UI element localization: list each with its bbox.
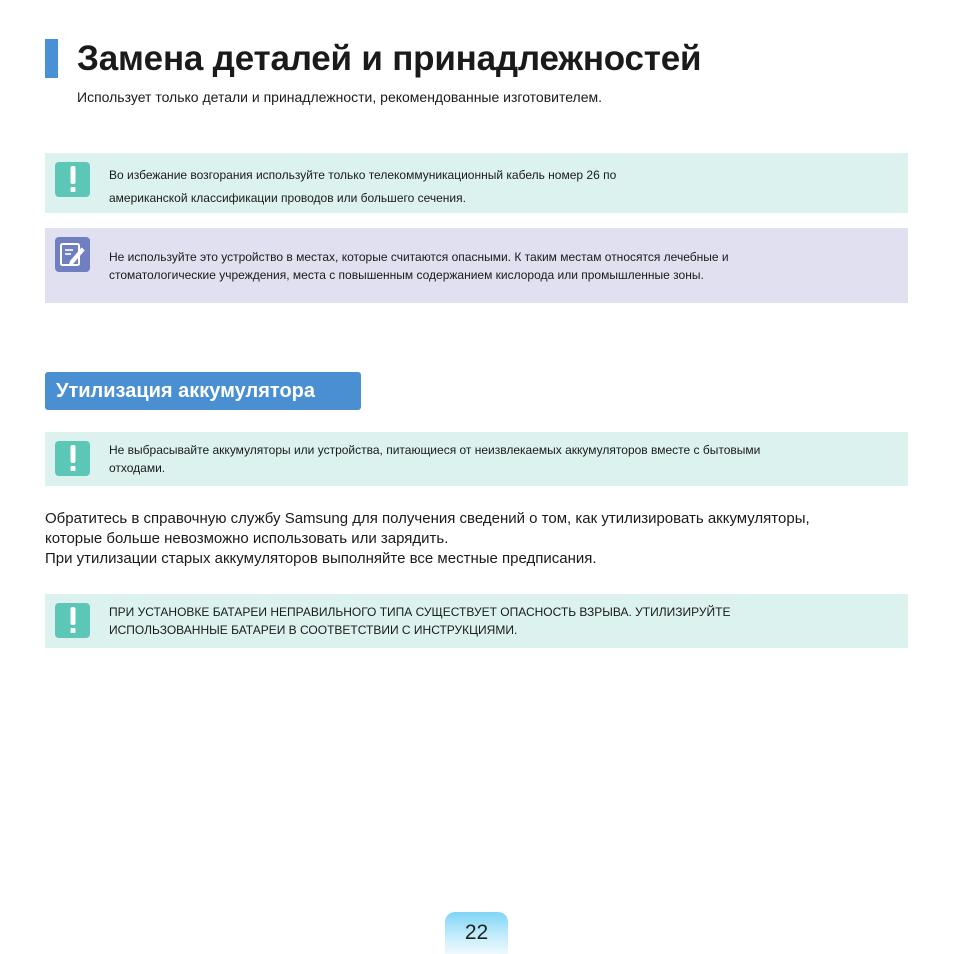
section-heading-battery-disposal: Утилизация аккумулятора (45, 372, 361, 410)
page-number: 22 (445, 912, 508, 954)
notice-text (109, 603, 888, 639)
notice-line: Не выбрасывайте аккумуляторы или устройства, питающиеся от неизвлекаемых аккумуляторов вместе с бытовыми (109, 443, 761, 457)
notice-line: ПРИ УСТАНОВКЕ БАТАРЕИ НЕПРАВИЛЬНОГО ТИПА СУЩЕСТВУЕТ ОПАСНОСТЬ ВЗРЫВА. УТИЛИЗИРУЙТЕ (109, 605, 731, 619)
battery-disposal-paragraph (45, 509, 915, 569)
notice-line: стоматологические учреждения, места с повышенным содержанием кислорода или промышленные зоны. (109, 268, 704, 282)
paragraph-line: которые больше невозможно использовать или зарядить. (45, 530, 449, 547)
note-notice-hazardous-locations (45, 228, 908, 303)
page-title: Замена деталей и принадлежностей (77, 39, 702, 78)
note-pencil-icon (55, 237, 90, 272)
paragraph-line: Обратитесь в справочную службу Samsung для получения сведений о том, как утилизировать аккумуляторы, (45, 510, 810, 527)
notice-line: Не используйте это устройство в местах, которые считаются опасными. К таким местам относятся лечебные и (109, 250, 729, 264)
caution-notice-battery-waste (45, 432, 908, 486)
exclamation-icon (55, 441, 90, 476)
exclamation-icon (55, 162, 90, 197)
notice-text (109, 441, 888, 477)
notice-line: ИСПОЛЬЗОВАННЫЕ БАТАРЕИ В СООТВЕТСТВИИ С ИНСТРУКЦИЯМИ. (109, 623, 518, 637)
notice-text (109, 164, 888, 210)
notice-line: американской классификации проводов или большего сечения. (109, 191, 466, 205)
notice-text (109, 248, 888, 284)
page-subtitle: Использует только детали и принадлежности, рекомендованные изготовителем. (77, 89, 603, 105)
notice-line: Во избежание возгорания используйте только телекоммуникационный кабель номер 26 по (109, 168, 617, 182)
caution-notice-explosion-risk (45, 594, 908, 648)
title-accent-bar (45, 39, 58, 78)
exclamation-icon (55, 603, 90, 638)
caution-notice-cable (45, 153, 908, 213)
notice-line: отходами. (109, 461, 166, 475)
paragraph-line: При утилизации старых аккумуляторов выполняйте все местные предписания. (45, 550, 597, 567)
